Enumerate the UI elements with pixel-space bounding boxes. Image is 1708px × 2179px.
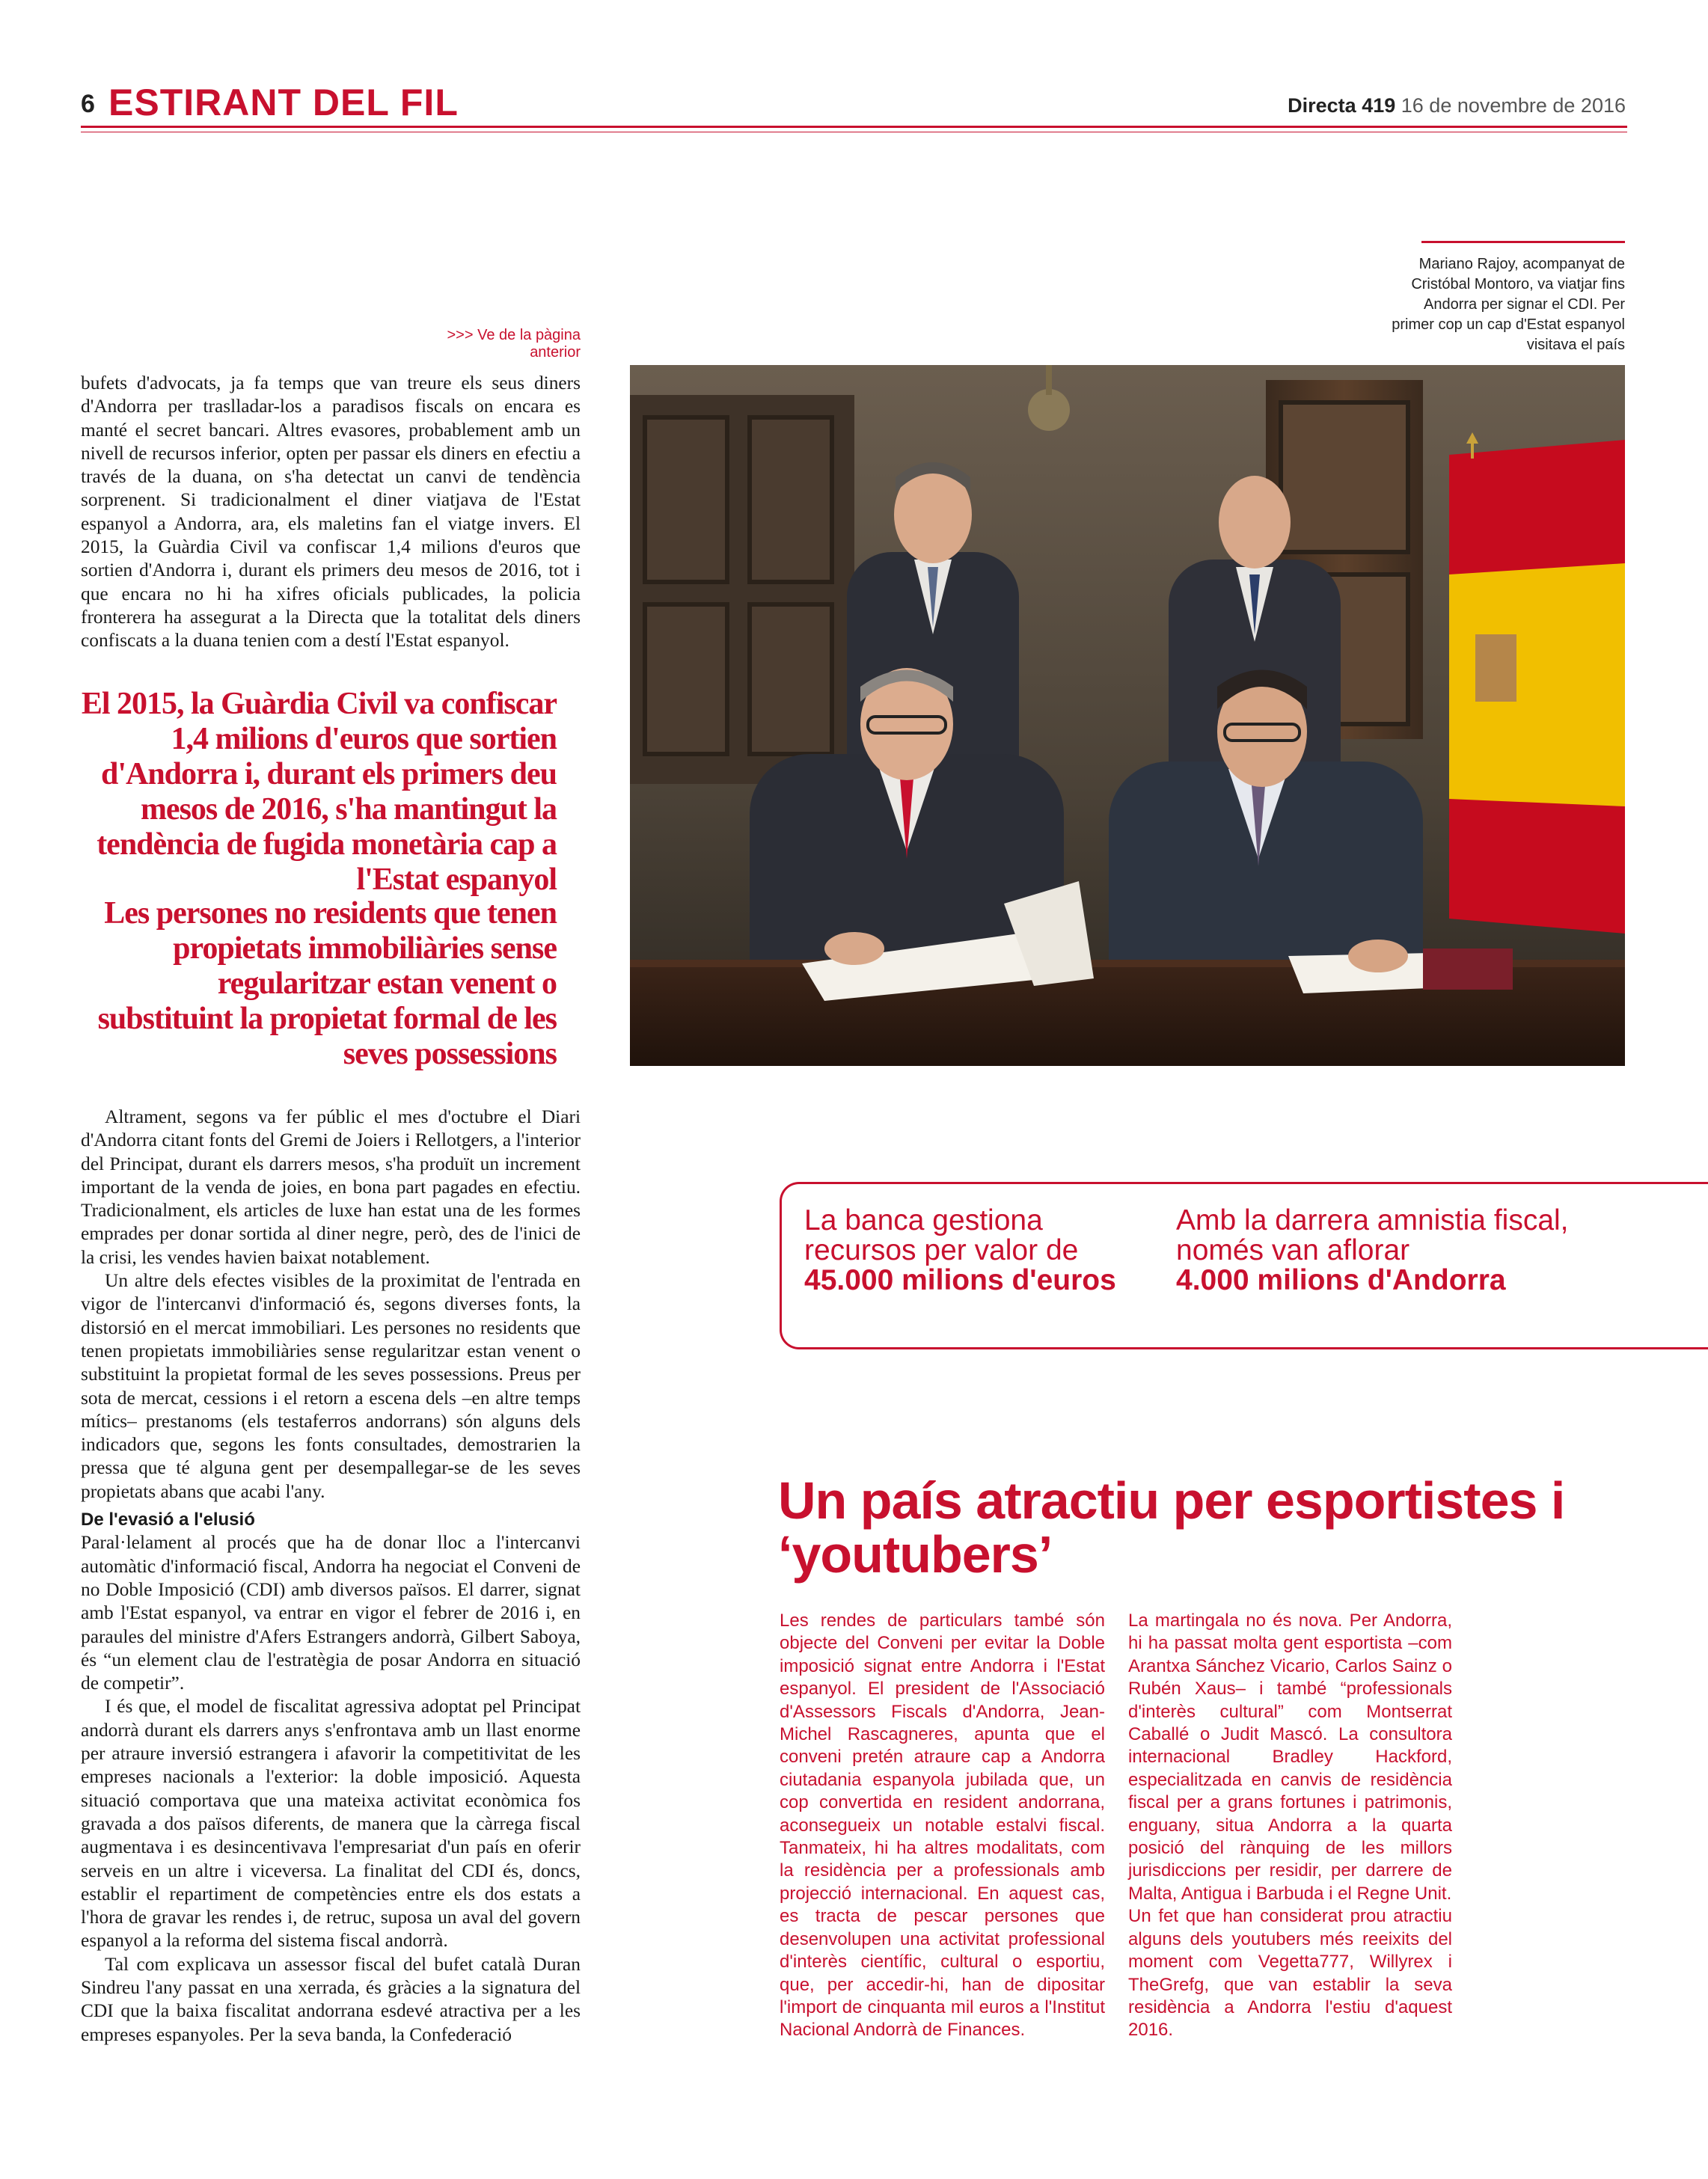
continued-from-label: >>> Ve de la pàgina anterior: [447, 327, 581, 361]
article-paragraph: bufets d'advocats, ja fa temps que van treure els seus diners d'Andorra per traslladar-los a paradisos fiscals on encara es manté el secret bancari. Altres evasores, probablement amb un nivell de recursos inferior, opten per passar els diners en efectiu a través de la duana, on s'ha detectat un canvi de tendència sorprenent. Si tradicionalment el diner viatjava de l'Estat espanyol a Andorra, ara, els maletins fan el viatge invers. El 2015, la Guàrdia Civil va confiscar 1,4 milions d'euros que sortien d'Andorra i, durant els primers deu mesos de 2016, tot i que encara no hi ha xifres oficials publicades, la policia fronterera ha assegurat a la Directa que la totalitat dels diners confiscats a la duana tenien com a destí l'Estat espanyol.: [81, 373, 581, 652]
article-headline: Un país atractiu per esportistes i ‘youtubers’: [778, 1471, 1565, 1584]
fact-banking: [804, 1206, 1133, 1296]
section-title: ESTIRANT DEL FIL: [108, 82, 459, 123]
fact-amnesty: [1176, 1206, 1595, 1296]
article2-paragraph: Les rendes de particulars també són objecte del Conveni per evitar la Doble imposició signat entre Andorra i l'Estat espanyol. El president de l'Associació d'Assessors Fiscals d'Andorra, Jean-Michel Rascagneres, apunta que el conveni pretén atraure cap a Andorra ciutadania espanyola jubilada que, un cop convertida en resident andorrana, aconsegueix un notable estalvi fiscal. Tanmateix, hi ha altres modalitats, com la residència per a professionals amb projecció internacional. En aquest cas, es tracta de pescar persones que desenvolupen una activitat professional d'interès científic, cultural o esportiu, que, per accedir-hi, han de dipositar l'import de cinquanta mil euros a l'Institut Nacional Andorrà de Finances.: [780, 1611, 1105, 2041]
fact-highlight: 45.000 milions d'euros: [804, 1264, 1116, 1296]
article-paragraph: Tal com explicava un assessor fiscal del bufet català Duran Sindreu l'any passat en una xerrada, és gràcies a la signatura del CDI que la baixa fiscalitat andorrana esdevé atractiva per a les empreses espanyoles. Per la seva banda, la Confederació: [81, 1953, 581, 2045]
article2-paragraph: Un fet que han considerat prou atractiu alguns dels youtubers més reeixits del moment com Vegetta777, Willyrex i TheGrefg, que van establir la seva residència a Andorra l'estiu d'aquest 2016.: [1128, 1906, 1452, 2041]
photo-caption: Mariano Rajoy, acompanyat de Cristóbal Montoro, va viatjar fins Andorra per signar el CDI. Per primer cop un cap d'Estat espanyol visitava el país: [1392, 256, 1625, 353]
issue-info: [1288, 94, 1626, 117]
fact-text: La banca gestiona recursos per valor de: [804, 1204, 1079, 1266]
article2-paragraph: La martingala no és nova. Per Andorra, hi ha passat molta gent esportista –com Arantxa Sánchez Vicario, Carlos Sainz o Rubén Xaus– i també “professionals d'interès cultural” com Montserrat Caballé o Judit Mascó. La consultora internacional Bradley Hackford, especialitzada en canvis de residència fiscal per a grans fortunes i patrimonis, enguany, situa Andorra a la quarta posició del rànquing de les millors jurisdiccions per residir, per darrere de Malta, Antigua i Barbuda i el Regne Unit.: [1128, 1611, 1452, 1904]
article-paragraph: Altrament, segons va fer públic el mes d'octubre el Diari d'Andorra citant fonts del Gremi de Joiers i Rellotgers, a l'interior del Principat, durant els darrers mesos, s'ha produït un increment important de la venda de joies, en bona part pagades en efectiu. Tradicionalment, els articles de luxe han estat una de les formes emprades per donar sortida al diner negre, però, des de l'inici de la crisi, les vendes havien baixat notablement.: [81, 1106, 581, 1268]
article2-column-2: [1128, 1610, 1452, 2042]
signing-photo: [630, 365, 1625, 1066]
article-paragraph: Paral·lelament al procés que ha de donar lloc a l'intercanvi automàtic d'informació fiscal, Andorra ha negociat el Conveni de no Doble Imposició (CDI) amb diversos països. El darrer, signat amb l'Estat espanyol, va entrar en vigor el febrer de 2016 i, en paraules del ministre d'Afers Estrangers andorrà, Gilbert Saboya, és “un element clau de l'estratègia de posar Andorra en situació de competir”.: [81, 1532, 581, 1694]
header-rule: [81, 126, 1627, 128]
article-column-lower: [81, 1106, 581, 2047]
fact-highlight: 4.000 milions d'Andorra: [1176, 1264, 1506, 1296]
article-column-top: [81, 372, 581, 653]
page-number: 6: [81, 90, 95, 118]
article-paragraph: I és que, el model de fiscalitat agressiva adoptat pel Principat andorrà durant els darrers anys s'enfrontava amb un llast enorme per atraure inversió estrangera i afavorir la competitivitat de les empreses nacionals a l'exterior: la doble imposició. Aquesta situació comportava que una mateixa activitat econòmica fos gravada a dos països diferents, de manera que la càrrega fiscal augmentava i es desincentivava l'empresariat d'un país en oferir serveis en un altre i viceversa. La finalitat del CDI és, doncs, establir el repartiment de competències entre els dos estats a l'hora de gravar les rendes i, de retruc, suposa un aval del govern espanyol a la reforma del sistema fiscal andorrà.: [81, 1696, 581, 1952]
subheading: De l'evasió a l'elusió: [81, 1510, 255, 1530]
article-paragraph: Un altre dels efectes visibles de la proximitat de l'entrada en vigor de l'intercanvi d'informació és, segons diverses fonts, la distorsió en el mercat immobiliari. Les persones no residents que tenen propietats immobiliàries sense regularitzar estan venent o substituint la propietat formal de les seves possessions. Preus per sota de mercat, cessions i el retorn a escena dels –en altre temps mítics– prestanoms (els testaferros andorrans) són alguns dels indicadors que, segons les fonts consultades, demostrarien la pressa que té alguna gent per desempallegar-se de les seves propietats abans que acabi l'any.: [81, 1270, 581, 1502]
fact-text: Amb la darrera amnistia fiscal, només van aflorar: [1176, 1204, 1569, 1266]
article2-column-1: [780, 1610, 1105, 2042]
caption-rule: [1421, 241, 1625, 243]
pull-quote: Les persones no residents que tenen propietats immobiliàries sense regularitzar estan venent o substituint la propietat formal de les seves possessions: [97, 896, 557, 1071]
issue-date: 16 de novembre de 2016: [1401, 94, 1626, 117]
publication-name: Directa 419: [1288, 94, 1396, 117]
pull-quote: El 2015, la Guàrdia Civil va confiscar 1,4 milions d'euros que sortien d'Andorra i, durant els primers deu mesos de 2016, s'ha mantingut la tendència de fugida monetària cap a l'Estat espanyol: [81, 687, 557, 897]
